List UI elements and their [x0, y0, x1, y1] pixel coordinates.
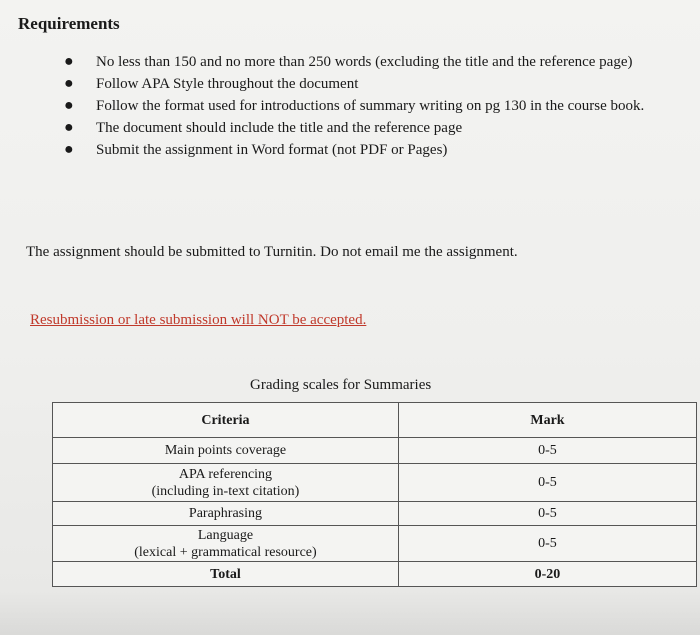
- mark-cell: 0-5: [398, 464, 696, 502]
- table-header-row: [53, 403, 697, 438]
- bullet-icon: ●: [64, 75, 74, 92]
- mark-cell: 0-5: [398, 502, 696, 526]
- table-row: [53, 526, 697, 562]
- total-mark-cell: 0-20: [398, 562, 696, 587]
- table-total-row: [53, 562, 697, 587]
- list-item: [58, 118, 678, 138]
- mark-header: Mark: [398, 403, 696, 438]
- page-title: Requirements: [18, 14, 120, 33]
- criteria-subtext: (including in-text citation): [151, 483, 300, 499]
- requirements-list: [58, 52, 678, 162]
- list-item: [58, 52, 678, 72]
- list-item: [58, 74, 678, 94]
- mark-cell: 0-5: [398, 526, 696, 562]
- criteria-subtext: (lexical + grammatical resource): [134, 544, 317, 560]
- table-row: [53, 438, 697, 464]
- requirement-text: Submit the assignment in Word format (not PDF or Pages): [96, 142, 448, 158]
- criteria-cell: [53, 502, 399, 526]
- criteria-text: Language: [197, 527, 254, 543]
- criteria-text: Main points coverage: [164, 443, 287, 458]
- grading-table: [52, 402, 697, 587]
- table-row: [53, 464, 697, 502]
- requirement-text: The document should include the title and the reference page: [96, 120, 463, 136]
- late-submission-warning: Resubmission or late submission will NOT be accepted.: [30, 312, 367, 328]
- bullet-icon: ●: [64, 119, 74, 136]
- table-row: [53, 502, 697, 526]
- criteria-text: APA referencing: [178, 466, 273, 482]
- requirement-text: Follow APA Style throughout the document: [96, 76, 359, 92]
- list-item: [58, 140, 678, 160]
- submission-note: The assignment should be submitted to Turnitin. Do not email me the assignment.: [26, 244, 518, 260]
- list-item: [58, 96, 678, 116]
- grading-table-title: Grading scales for Summaries: [250, 377, 432, 393]
- bullet-icon: ●: [64, 53, 74, 70]
- criteria-header: Criteria: [53, 403, 399, 438]
- criteria-cell: [53, 438, 399, 464]
- total-label-cell: Total: [53, 562, 399, 587]
- requirement-text: No less than 150 and no more than 250 words (excluding the title and the reference page): [96, 54, 633, 70]
- bullet-icon: ●: [64, 141, 74, 158]
- page-bottom-shadow: [0, 590, 700, 635]
- criteria-cell: [53, 526, 399, 562]
- criteria-text: Paraphrasing: [188, 506, 263, 521]
- criteria-cell: [53, 464, 399, 502]
- requirement-text: Follow the format used for introductions of summary writing on pg 130 in the course book.: [96, 98, 645, 114]
- mark-cell: 0-5: [398, 438, 696, 464]
- bullet-icon: ●: [64, 97, 74, 114]
